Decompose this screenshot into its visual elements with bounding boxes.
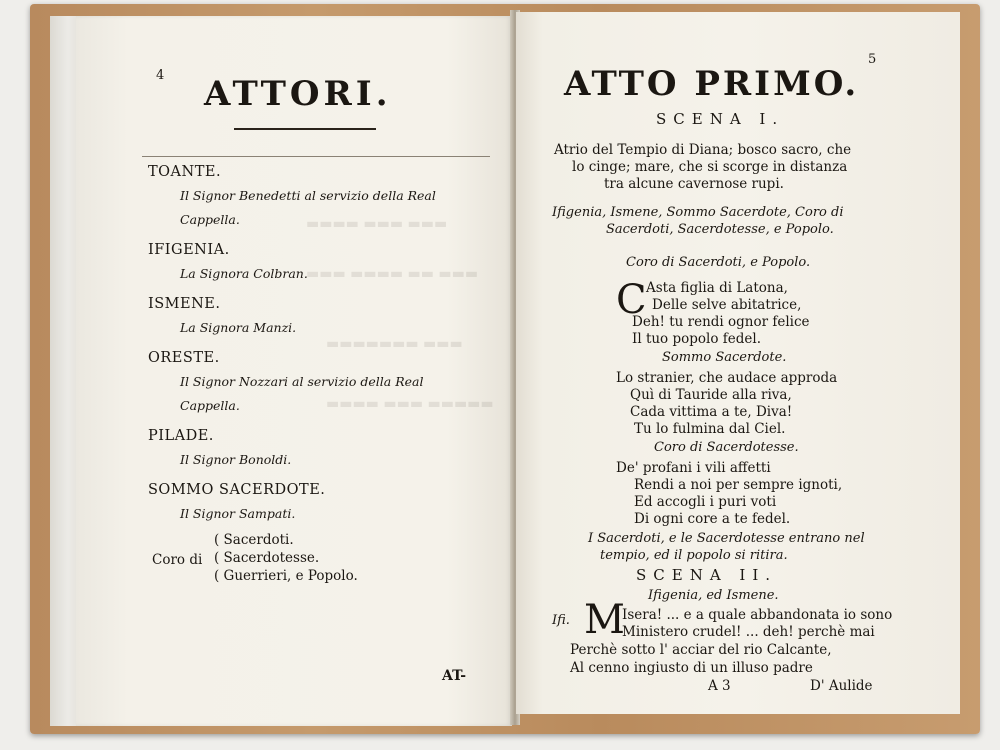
- catchword: AT-: [442, 668, 467, 684]
- bleed-through-text: ▬▬▬▬ ▬▬▬ ▬▬▬: [306, 216, 448, 232]
- scene-heading: SCENA I.: [656, 110, 785, 128]
- characters-line: Ifigenia, ed Ismene.: [648, 588, 779, 603]
- coro-item: ( Sacerdoti.: [214, 532, 294, 548]
- stage-direction: I Sacerdoti, e le Sacerdotesse entrano nel: [588, 531, 865, 546]
- act-title: ATTO PRIMO.: [564, 64, 860, 104]
- verse-line: Di ogni core a te fedel.: [634, 511, 791, 527]
- verse-line: Ministero crudel! ... deh! perchè mai: [622, 624, 875, 640]
- speaker-label: Sommo Sacerdote.: [662, 350, 787, 365]
- verse-line: Tu lo fulmina dal Ciel.: [634, 421, 786, 437]
- actor-name: Il Signor Benedetti al servizio della Real: [180, 188, 436, 203]
- bleed-through-text: ▬▬▬▬▬▬▬ ▬▬▬: [326, 336, 463, 352]
- setting-line: lo cinge; mare, che si scorge in distanza: [572, 159, 848, 175]
- scene-heading: SCENA II.: [636, 566, 778, 584]
- verse-line: Cada vittima a te, Diva!: [630, 404, 793, 420]
- stage-direction: tempio, ed il popolo si ritira.: [600, 548, 788, 563]
- actor-name-cont: Cappella.: [180, 398, 240, 413]
- verse-line: Il tuo popolo fedel.: [632, 331, 761, 347]
- bleed-through-text: ▬▬▬ ▬▬▬▬ ▬▬ ▬▬▬: [306, 266, 479, 282]
- verse-line: Al cenno ingiusto di un illuso padre: [570, 660, 813, 676]
- actor-name: La Signora Manzi.: [180, 320, 297, 335]
- page-number: 4: [156, 68, 165, 83]
- verse-line: Asta figlia di Latona,: [646, 280, 788, 296]
- speaker-abbrev: Ifi.: [552, 613, 570, 628]
- verse-line: Perchè sotto l' acciar del rio Calcante,: [570, 642, 832, 658]
- verse-line: Delle selve abitatrice,: [652, 297, 802, 313]
- verse-line: De' profani i vili affetti: [616, 460, 771, 476]
- page-number: 5: [868, 52, 877, 67]
- speaker-label: Coro di Sacerdotesse.: [654, 440, 799, 455]
- actor-name: La Signora Colbran.: [180, 266, 308, 281]
- setting-line: Atrio del Tempio di Diana; bosco sacro, che: [554, 142, 852, 158]
- role-name: ISMENE.: [148, 296, 221, 312]
- signature-mark: A 3: [708, 678, 731, 694]
- verse-line: Isera! ... e a quale abbandonata io sono: [622, 607, 893, 623]
- verse-line: Quì di Tauride alla riva,: [630, 387, 792, 403]
- verse-line: Ed accogli i puri voti: [634, 494, 777, 510]
- verse-line: Rendi a noi per sempre ignoti,: [634, 477, 843, 493]
- role-name: IFIGENIA.: [148, 242, 230, 258]
- actor-name: Il Signor Sampati.: [180, 506, 296, 521]
- characters-line: Sacerdoti, Sacerdotesse, e Popolo.: [606, 222, 834, 237]
- setting-line: tra alcune cavernose rupi.: [604, 176, 784, 192]
- actor-name: Il Signor Bonoldi.: [180, 452, 292, 467]
- actor-name-cont: Cappella.: [180, 212, 240, 227]
- coro-item: ( Guerrieri, e Popolo.: [214, 568, 358, 584]
- catchword: D' Aulide: [810, 678, 873, 694]
- role-name: TOANTE.: [148, 164, 222, 180]
- divider-rule: [142, 156, 490, 157]
- characters-line: Ifigenia, Ismene, Sommo Sacerdote, Coro di: [552, 205, 844, 220]
- role-name: PILADE.: [148, 428, 214, 444]
- page-title: ATTORI.: [204, 74, 392, 114]
- actor-name: Il Signor Nozzari al servizio della Real: [180, 374, 424, 389]
- verse-line: Lo stranier, che audace approda: [616, 370, 838, 386]
- drop-cap: M: [584, 597, 625, 643]
- speaker-label: Coro di Sacerdoti, e Popolo.: [626, 255, 811, 270]
- role-name: ORESTE.: [148, 350, 220, 366]
- title-rule: [234, 128, 376, 130]
- role-name: SOMMO SACERDOTE.: [148, 482, 326, 498]
- left-page: [76, 16, 512, 726]
- right-page: [516, 12, 960, 714]
- verse-line: Deh! tu rendi ognor felice: [632, 314, 810, 330]
- coro-item: ( Sacerdotesse.: [214, 550, 320, 566]
- bleed-through-text: ▬▬▬▬ ▬▬▬ ▬▬▬▬▬: [326, 396, 494, 412]
- drop-cap: C: [616, 277, 647, 323]
- coro-label: Coro di: [152, 552, 203, 568]
